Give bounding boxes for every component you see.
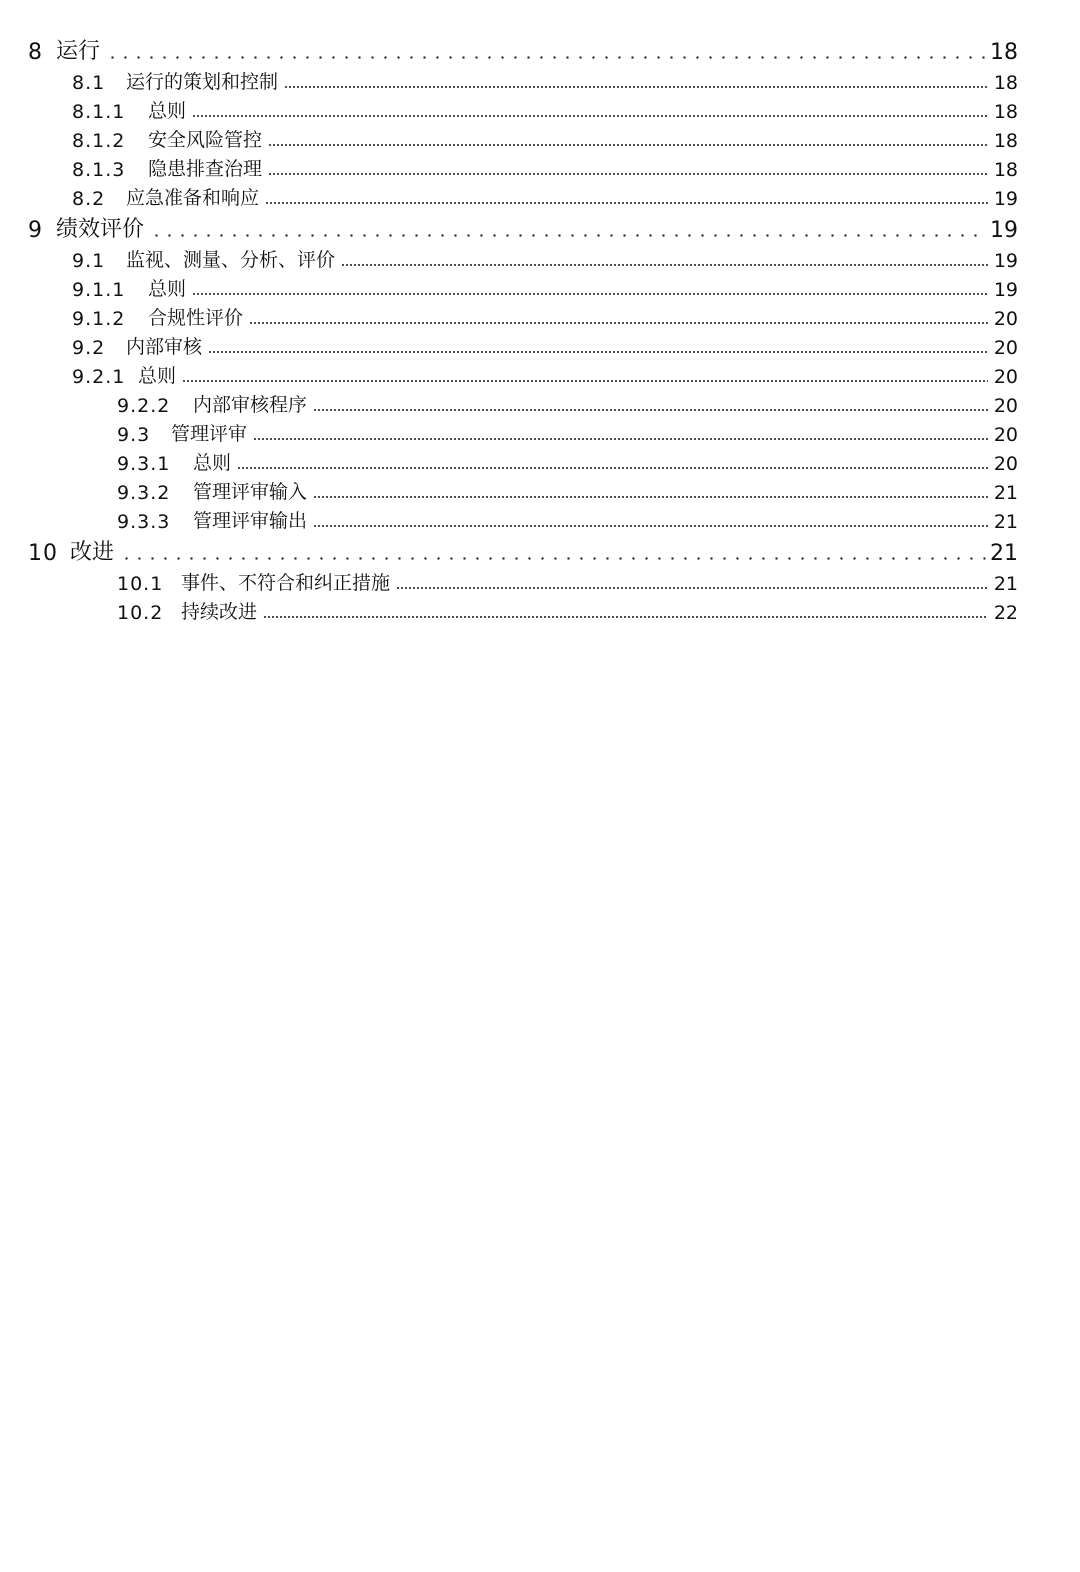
toc-entry-number: 10 bbox=[28, 541, 58, 566]
dot-leader bbox=[208, 351, 988, 353]
toc-entry-9-3[interactable] bbox=[0, 417, 1080, 446]
toc-entry-page: 21 bbox=[993, 573, 1018, 595]
dot-leader bbox=[268, 144, 988, 146]
toc-entry-page: 22 bbox=[993, 602, 1018, 624]
toc-entry-number: 8 bbox=[28, 40, 43, 65]
toc-entry-title: 总则 bbox=[193, 452, 232, 474]
dot-leader bbox=[192, 293, 988, 295]
dot-leader bbox=[120, 557, 986, 560]
toc-entry-title: 改进 bbox=[70, 540, 115, 565]
toc-entry-number: 9.3.1 bbox=[117, 453, 171, 475]
toc-entry-number: 8.1.1 bbox=[72, 101, 126, 123]
dot-leader bbox=[150, 234, 986, 237]
toc-entry-title: 总则 bbox=[148, 278, 187, 300]
toc-entry-page: 18 bbox=[990, 40, 1018, 65]
dot-leader bbox=[268, 173, 988, 175]
toc-entry-page: 19 bbox=[993, 279, 1018, 301]
toc-entry-9-3-2[interactable] bbox=[0, 475, 1080, 504]
toc-entry-number: 9.1.1 bbox=[72, 279, 126, 301]
toc-entry-9-3-3[interactable] bbox=[0, 504, 1080, 533]
toc-entry-page: 19 bbox=[993, 188, 1018, 210]
toc-entry-title: 总则 bbox=[148, 100, 187, 122]
toc-entry-9-3-1[interactable] bbox=[0, 446, 1080, 475]
toc-entry-page: 18 bbox=[993, 159, 1018, 181]
toc-entry-number: 9.2.2 bbox=[117, 395, 171, 417]
toc-entry-9-1-1[interactable] bbox=[0, 272, 1080, 301]
dot-leader bbox=[313, 525, 988, 527]
toc-entry-title: 持续改进 bbox=[181, 601, 258, 623]
dot-leader bbox=[106, 56, 986, 59]
toc-entry-number: 8.1.3 bbox=[72, 159, 126, 181]
toc-entry-8-1-2[interactable] bbox=[0, 123, 1080, 152]
toc-entry-10-2[interactable] bbox=[0, 595, 1080, 624]
toc-entry-number: 10.1 bbox=[117, 573, 164, 595]
toc-entry-title: 事件、不符合和纠正措施 bbox=[181, 572, 391, 594]
toc-entry-number: 9.3.2 bbox=[117, 482, 171, 504]
toc-entry-title: 管理评审输出 bbox=[193, 510, 308, 532]
toc-entry-title: 隐患排查治理 bbox=[148, 158, 263, 180]
dot-leader bbox=[313, 496, 988, 498]
toc-entry-page: 20 bbox=[993, 453, 1018, 475]
toc-entry-title: 运行的策划和控制 bbox=[126, 71, 279, 93]
toc-entry-number: 8.2 bbox=[72, 188, 106, 210]
toc-entry-number: 9.2.1 bbox=[72, 366, 126, 388]
toc-entry-10-1[interactable] bbox=[0, 566, 1080, 595]
toc-entry-10[interactable] bbox=[0, 533, 1080, 566]
toc-entry-page: 19 bbox=[993, 250, 1018, 272]
toc-entry-number: 9.3 bbox=[117, 424, 151, 446]
toc-entry-page: 20 bbox=[993, 395, 1018, 417]
toc-entry-page: 21 bbox=[993, 482, 1018, 504]
toc-entry-9[interactable] bbox=[0, 210, 1080, 243]
toc-entry-8-1-3[interactable] bbox=[0, 152, 1080, 181]
dot-leader bbox=[237, 467, 988, 469]
toc-entry-title: 安全风险管控 bbox=[148, 129, 263, 151]
toc-entry-9-2-1[interactable] bbox=[0, 359, 1080, 388]
toc-entry-number: 8.1 bbox=[72, 72, 106, 94]
toc-entry-9-1[interactable] bbox=[0, 243, 1080, 272]
toc-entry-page: 20 bbox=[993, 424, 1018, 446]
dot-leader bbox=[253, 438, 988, 440]
toc-entry-title: 内部审核 bbox=[126, 336, 203, 358]
toc-entry-page: 20 bbox=[993, 337, 1018, 359]
dot-leader bbox=[192, 115, 988, 117]
toc-entry-title: 监视、测量、分析、评价 bbox=[126, 249, 336, 271]
toc-entry-9-2-2[interactable] bbox=[0, 388, 1080, 417]
dot-leader bbox=[284, 86, 988, 88]
toc-entry-number: 9.2 bbox=[72, 337, 106, 359]
toc-entry-page: 18 bbox=[993, 101, 1018, 123]
toc-entry-page: 21 bbox=[993, 511, 1018, 533]
toc-entry-number: 9 bbox=[28, 218, 43, 243]
toc-entry-page: 20 bbox=[993, 308, 1018, 330]
toc-entry-8-1[interactable] bbox=[0, 65, 1080, 94]
toc-entry-9-2[interactable] bbox=[0, 330, 1080, 359]
toc-entry-8-1-1[interactable] bbox=[0, 94, 1080, 123]
dot-leader bbox=[263, 616, 988, 618]
toc-entry-title: 运行 bbox=[56, 39, 101, 64]
dot-leader bbox=[249, 322, 988, 324]
toc-entry-title: 总则 bbox=[138, 365, 177, 387]
toc-entry-title: 应急准备和响应 bbox=[126, 187, 260, 209]
toc-entry-8[interactable] bbox=[0, 32, 1080, 65]
toc-entry-8-2[interactable] bbox=[0, 181, 1080, 210]
toc-entry-number: 9.1 bbox=[72, 250, 106, 272]
dot-leader bbox=[265, 202, 988, 204]
toc-entry-number: 8.1.2 bbox=[72, 130, 126, 152]
toc-entry-page: 20 bbox=[993, 366, 1018, 388]
toc-entry-number: 10.2 bbox=[117, 602, 164, 624]
toc-entry-page: 18 bbox=[993, 130, 1018, 152]
dot-leader bbox=[313, 409, 988, 411]
toc-entry-9-1-2[interactable] bbox=[0, 301, 1080, 330]
toc-entry-number: 9.1.2 bbox=[72, 308, 126, 330]
toc-entry-title: 绩效评价 bbox=[56, 217, 145, 242]
toc-entry-page: 18 bbox=[993, 72, 1018, 94]
table-of-contents bbox=[0, 32, 1080, 624]
toc-entry-title: 管理评审输入 bbox=[193, 481, 308, 503]
toc-entry-page: 21 bbox=[990, 541, 1018, 566]
dot-leader bbox=[396, 587, 988, 589]
toc-entry-number: 9.3.3 bbox=[117, 511, 171, 533]
dot-leader bbox=[341, 264, 988, 266]
toc-entry-page: 19 bbox=[990, 218, 1018, 243]
toc-entry-title: 内部审核程序 bbox=[193, 394, 308, 416]
toc-entry-title: 管理评审 bbox=[171, 423, 248, 445]
dot-leader bbox=[182, 380, 988, 382]
toc-entry-title: 合规性评价 bbox=[148, 307, 244, 329]
